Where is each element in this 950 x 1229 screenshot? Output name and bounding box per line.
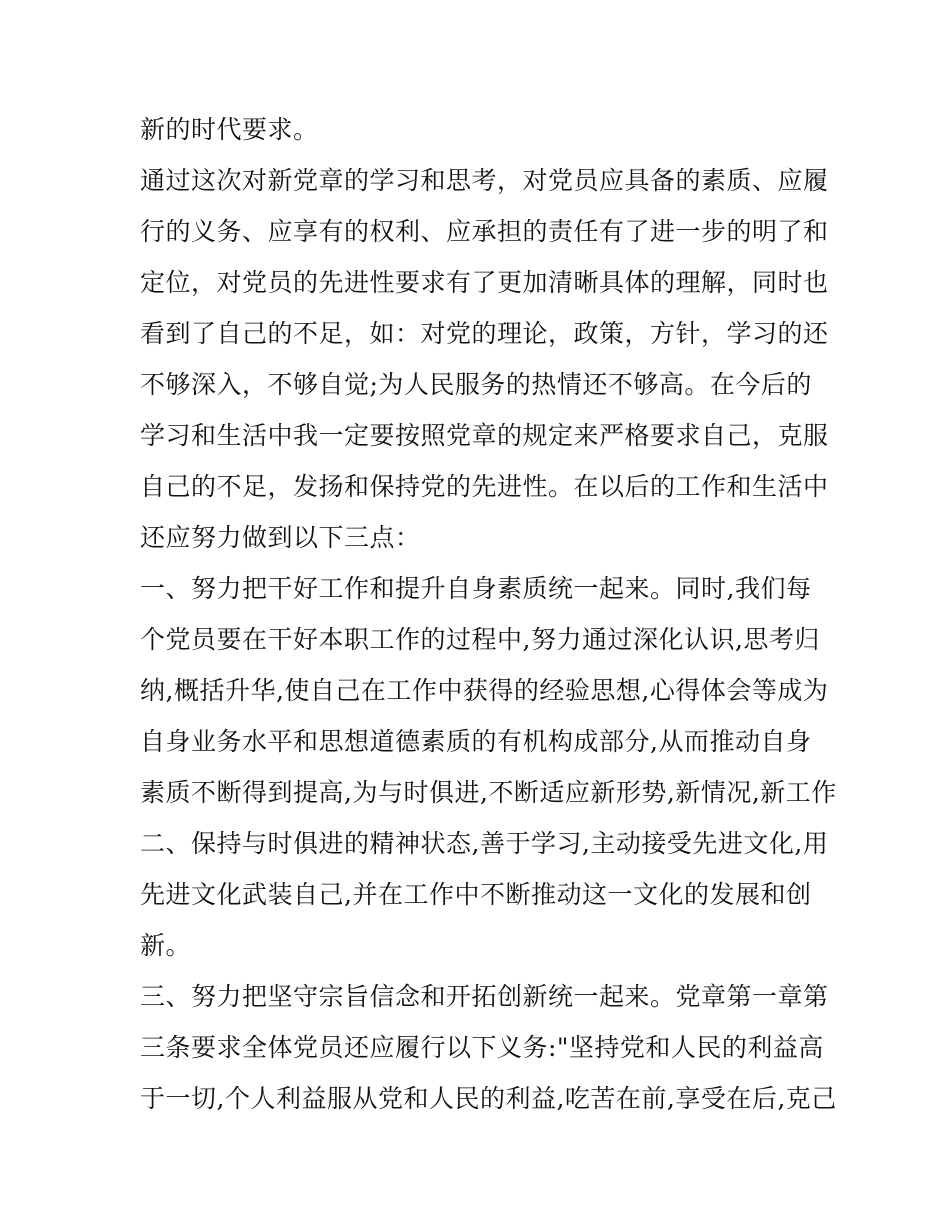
text-line: 学习和生活中我一定要按照党章的规定来严格要求自己，克服 bbox=[140, 421, 829, 450]
text-line: 先进文化武装自己,并在工作中不断推动这一文化的发展和创 bbox=[140, 880, 812, 909]
text-line: 素质不断得到提高,为与时俱进,不断适应新形势,新情况,新工作 bbox=[140, 778, 837, 807]
text-line: 二、保持与时俱进的精神状态,善于学习,主动接受先进文化,用 bbox=[140, 829, 829, 858]
text-line: 不够深入，不够自觉;为人民服务的热情还不够高。在今后的 bbox=[140, 370, 812, 399]
body-text bbox=[140, 104, 837, 1124]
text-line: 还应努力做到以下三点： bbox=[140, 523, 421, 552]
text-line: 自己的不足，发扬和保持党的先进性。在以后的工作和生活中 bbox=[140, 472, 829, 501]
text-line: 新的时代要求。 bbox=[140, 115, 319, 144]
text-line: 通过这次对新党章的学习和思考，对党员应具备的素质、应履 bbox=[140, 166, 829, 195]
text-line: 于一切,个人利益服从党和人民的利益,吃苦在前,享受在后,克己 bbox=[140, 1084, 837, 1113]
text-line: 纳,概括升华,使自己在工作中获得的经验思想,心得体会等成为 bbox=[140, 676, 829, 705]
text-line: 定位，对党员的先进性要求有了更加清晰具体的理解，同时也 bbox=[140, 268, 829, 297]
text-line: 看到了自己的不足，如：对党的理论，政策，方针，学习的还 bbox=[140, 319, 829, 348]
text-line: 新。 bbox=[140, 931, 192, 960]
text-line: 三条要求全体党员还应履行以下义务:"坚持党和人民的利益高 bbox=[140, 1033, 824, 1062]
text-line: 个党员要在干好本职工作的过程中,努力通过深化认识,思考归 bbox=[140, 625, 820, 654]
text-line: 行的义务、应享有的权利、应承担的责任有了进一步的明了和 bbox=[140, 217, 829, 246]
text-line: 一、努力把干好工作和提升自身素质统一起来。同时,我们每 bbox=[140, 574, 812, 603]
text-line: 三、努力把坚守宗旨信念和开拓创新统一起来。党章第一章第 bbox=[140, 982, 829, 1011]
text-line: 自身业务水平和思想道德素质的有机构成部分,从而推动自身 bbox=[140, 727, 812, 756]
